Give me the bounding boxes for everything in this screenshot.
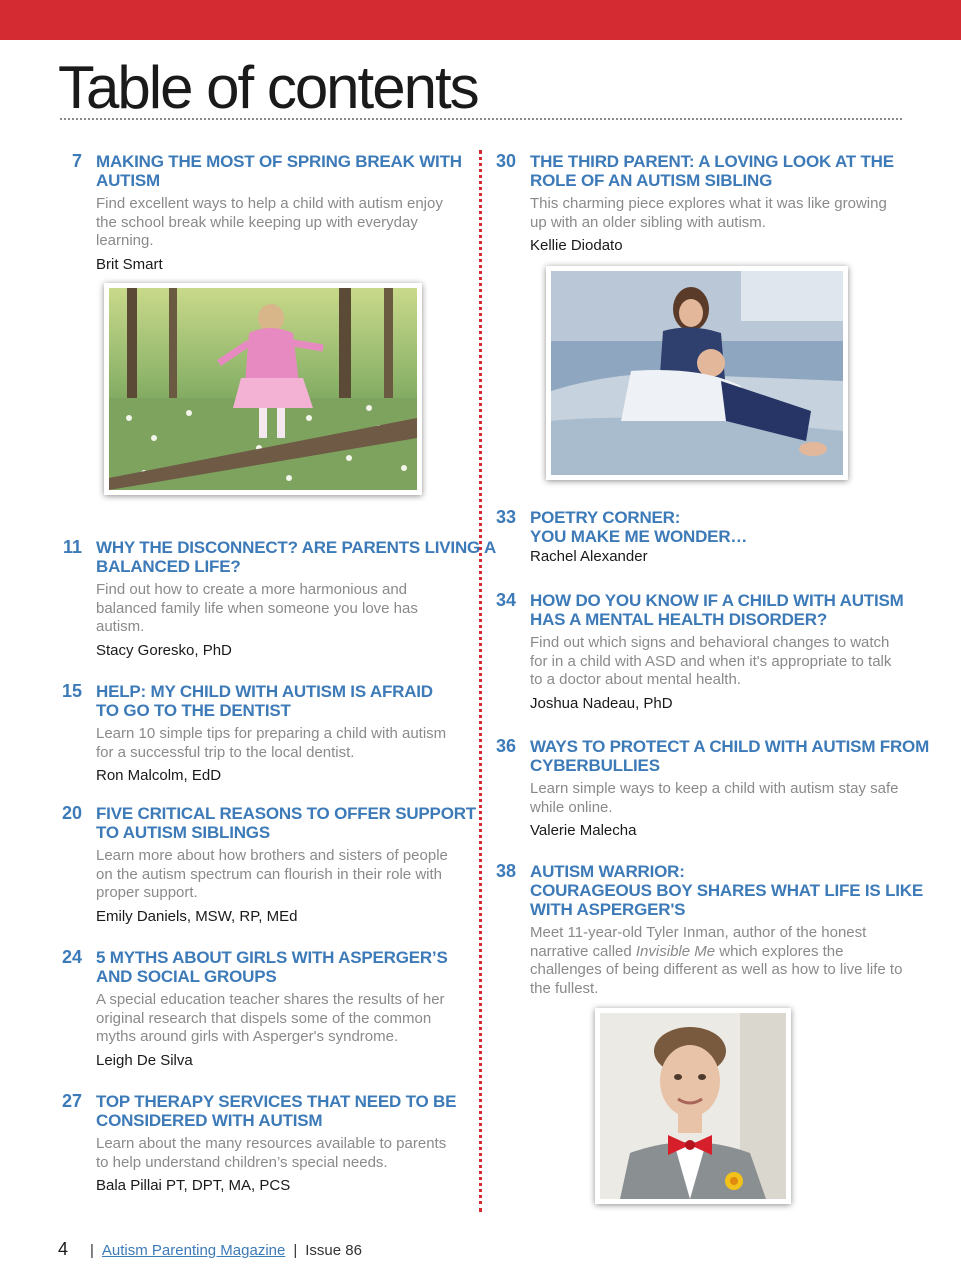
title-divider bbox=[60, 118, 902, 120]
entry-description bbox=[530, 924, 906, 998]
footer-issue: Issue 86 bbox=[305, 1242, 362, 1259]
entry-heading[interactable] bbox=[530, 737, 930, 775]
entry-author: Stacy Goresko, PhD bbox=[96, 641, 232, 659]
entry-page-number: 38 bbox=[495, 861, 516, 881]
toc-entry[interactable] bbox=[494, 591, 906, 713]
heading-line: HAS A MENTAL HEALTH DISORDER? bbox=[530, 610, 828, 629]
entry-description: Learn more about how brothers and sisters of people on the autism spectrum can flourish in their role with proper support. bbox=[96, 847, 448, 902]
footer-magazine-link[interactable]: Autism Parenting Magazine bbox=[101, 1242, 286, 1259]
entry-description: This charming piece explores what it was like growing up with an older sibling with autism. bbox=[530, 195, 887, 231]
entry-page-number: 20 bbox=[61, 803, 82, 823]
toc-entry[interactable] bbox=[60, 803, 476, 926]
boy-portrait-photo bbox=[595, 1008, 791, 1204]
toc-entry[interactable] bbox=[494, 508, 906, 566]
heading-line: FIVE CRITICAL REASONS TO OFFER SUPPORT bbox=[96, 804, 476, 823]
entry-author: Brit Smart bbox=[96, 255, 163, 273]
heading-line: CYBERBULLIES bbox=[530, 756, 660, 775]
entry-author: Joshua Nadeau, PhD bbox=[530, 694, 673, 712]
entry-page-number: 24 bbox=[61, 947, 82, 967]
page-title: Table of contents bbox=[58, 54, 478, 121]
entry-description: Find excellent ways to help a child with autism enjoy the school break while keeping up with everyday learning. bbox=[96, 195, 443, 250]
entry-heading[interactable] bbox=[96, 682, 460, 720]
heading-line: CONSIDERED WITH AUTISM bbox=[96, 1111, 323, 1130]
description-text: which explores the challenges of being different as well as how to live life to the fullest. bbox=[530, 942, 903, 997]
heading-line: THE THIRD PARENT: A LOVING LOOK AT THE bbox=[530, 152, 894, 171]
toc-entry[interactable] bbox=[494, 152, 906, 255]
heading-line: 5 MYTHS ABOUT GIRLS WITH ASPERGER’S bbox=[96, 948, 448, 967]
entry-author: Valerie Malecha bbox=[530, 822, 637, 840]
page-footer bbox=[58, 1238, 362, 1262]
entry-heading[interactable] bbox=[530, 508, 906, 546]
heading-line: WHY THE DISCONNECT? ARE PARENTS LIVING A bbox=[96, 538, 497, 557]
siblings-photo bbox=[546, 266, 848, 480]
toc-entry[interactable] bbox=[60, 948, 460, 1070]
entry-description: Find out which signs and behavioral changes to watch for in a child with ASD and when it's appropriate to talk to a doctor about mental health. bbox=[530, 634, 892, 689]
entry-page-number: 7 bbox=[71, 151, 82, 171]
toc-entry[interactable] bbox=[60, 682, 460, 785]
entry-description: Learn simple ways to keep a child with autism stay safe while online. bbox=[530, 780, 899, 816]
entry-heading[interactable] bbox=[96, 948, 460, 986]
footer-separator: | bbox=[293, 1242, 298, 1259]
entry-page-number: 27 bbox=[61, 1091, 82, 1111]
girl-in-forest-image bbox=[109, 288, 417, 490]
entry-author: Emily Daniels, MSW, RP, MEd bbox=[96, 907, 298, 925]
heading-line: TO GO TO THE DENTIST bbox=[96, 701, 291, 720]
entry-page-number: 30 bbox=[495, 151, 516, 171]
boy-portrait-image bbox=[600, 1013, 786, 1199]
top-red-bar bbox=[0, 0, 961, 40]
heading-line: MAKING THE MOST OF SPRING BREAK WITH bbox=[96, 152, 462, 171]
siblings-image bbox=[551, 271, 843, 475]
footer-separator: | bbox=[90, 1242, 94, 1259]
entry-heading[interactable] bbox=[530, 152, 906, 190]
entry-author: Rachel Alexander bbox=[530, 548, 648, 565]
entry-heading[interactable] bbox=[96, 804, 476, 842]
entry-page-number: 11 bbox=[62, 537, 82, 557]
heading-line: BALANCED LIFE? bbox=[96, 557, 241, 576]
toc-entry[interactable] bbox=[494, 736, 930, 840]
heading-line: TO AUTISM SIBLINGS bbox=[96, 823, 270, 842]
entry-description: Find out how to create a more harmonious and balanced family life when someone you love has autism. bbox=[96, 581, 418, 636]
toc-entry[interactable] bbox=[494, 861, 923, 998]
heading-line: TOP THERAPY SERVICES THAT NEED TO BE bbox=[96, 1092, 457, 1111]
entry-page-number: 36 bbox=[495, 736, 516, 756]
heading-line: COURAGEOUS BOY SHARES WHAT LIFE IS LIKE bbox=[530, 881, 923, 900]
entry-heading[interactable] bbox=[530, 862, 923, 919]
entry-page-number: 34 bbox=[495, 590, 516, 610]
heading-line: ROLE OF AN AUTISM SIBLING bbox=[530, 171, 773, 190]
heading-line: AUTISM bbox=[96, 171, 160, 190]
entry-heading[interactable] bbox=[530, 591, 906, 629]
toc-entry[interactable] bbox=[60, 1092, 460, 1195]
entry-author: Bala Pillai PT, DPT, MA, PCS bbox=[96, 1177, 291, 1195]
heading-line: AUTISM WARRIOR: bbox=[530, 862, 685, 881]
entry-description: A special education teacher shares the results of her original research that dispels some of the common myths around girls with Asperger's syndrome. bbox=[96, 991, 445, 1046]
entry-author: Ron Malcolm, EdD bbox=[96, 767, 222, 785]
entry-heading[interactable] bbox=[96, 152, 460, 190]
heading-line: AND SOCIAL GROUPS bbox=[96, 967, 277, 986]
heading-line: WITH ASPERGER'S bbox=[530, 900, 686, 919]
toc-entry[interactable] bbox=[60, 152, 460, 274]
entry-heading[interactable] bbox=[96, 1092, 460, 1130]
footer-page-number: 4 bbox=[58, 1239, 69, 1259]
toc-entry[interactable] bbox=[60, 537, 497, 660]
entry-description: Learn 10 simple tips for preparing a child with autism for a successful trip to the local dentist. bbox=[96, 725, 447, 761]
entry-page-number: 33 bbox=[495, 507, 516, 527]
heading-line: POETRY CORNER: bbox=[530, 508, 681, 527]
entry-description: Learn about the many resources available to parents to help understand children’s special needs. bbox=[96, 1135, 447, 1171]
heading-line: HELP: MY CHILD WITH AUTISM IS AFRAID bbox=[96, 682, 433, 701]
entry-page-number: 15 bbox=[61, 681, 82, 701]
entry-author: Leigh De Silva bbox=[96, 1051, 193, 1069]
heading-line: WAYS TO PROTECT A CHILD WITH AUTISM FROM bbox=[530, 737, 930, 756]
heading-line: HOW DO YOU KNOW IF A CHILD WITH AUTISM bbox=[530, 591, 904, 610]
description-text: Meet 11-year-old Tyler Inman, author of the honest narrative called bbox=[530, 924, 867, 960]
column-divider bbox=[479, 150, 482, 1212]
girl-in-forest-photo bbox=[104, 283, 422, 495]
entry-heading[interactable] bbox=[96, 538, 497, 576]
entry-author: Kellie Diodato bbox=[530, 237, 623, 255]
heading-line: YOU MAKE ME WONDER… bbox=[530, 527, 748, 546]
book-title: Invisible Me bbox=[635, 942, 716, 960]
